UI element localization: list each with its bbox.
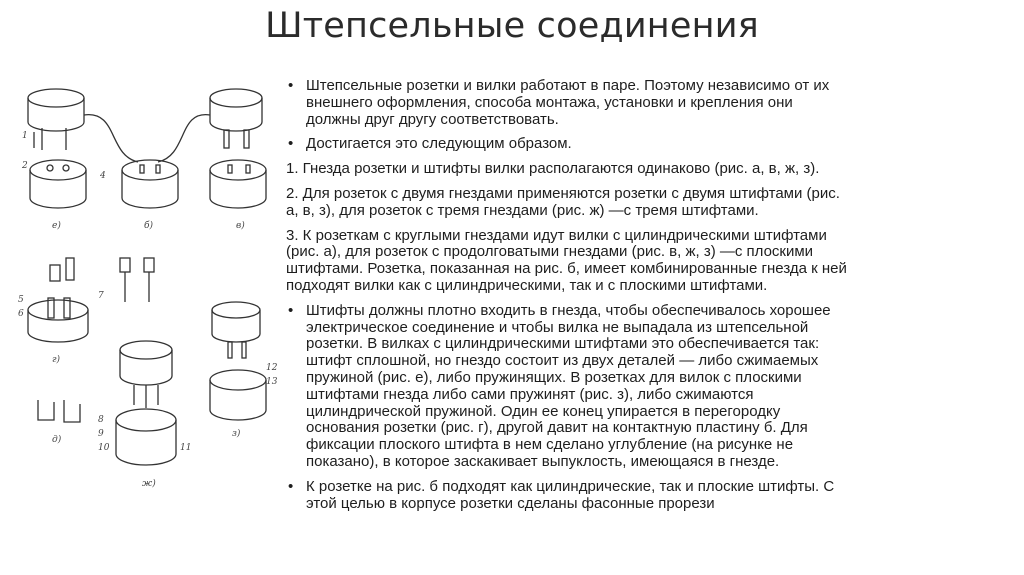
figure-caption-b: б) <box>144 221 154 231</box>
text-line: показано), в которое заскакивает выпуклость, имеющаяся в гнезде. <box>306 452 780 470</box>
text-line: 3. К розеткам с круглыми гнездами идут вилки с цилиндрическими штифтами <box>286 226 827 244</box>
bullet-marker: • <box>288 135 294 153</box>
text-line: Достигается это следующим образом. <box>306 135 572 153</box>
three-pin-set-drawing <box>116 341 176 465</box>
text-line: пружиной (рис. е), либо пружинящих. В розетках для вилок с плоскими <box>306 368 802 386</box>
figure-label-13: 13 <box>266 377 278 387</box>
paragraph-5 <box>286 228 992 295</box>
figure-label-11: 11 <box>180 443 192 453</box>
text-line: штифтами. Розетка, показанная на рис. б, имеет комбинированные гнезда к ней <box>286 260 847 278</box>
body-text <box>286 78 992 520</box>
figure-label-7: 7 <box>98 291 104 301</box>
figure-caption-v: в) <box>236 221 245 231</box>
text-line: 1. Гнезда розетки и штифты вилки располагаются одинаково (рис. а, в, ж, з). <box>286 160 820 178</box>
text-line: (рис. а), для розеток с продолговатыми гнездами (рис. в, ж, з) —с плоскими <box>286 243 814 261</box>
text-line: внешнего оформления, способа монтажа, установки и крепления они <box>306 93 793 111</box>
paragraph-6 <box>286 303 992 471</box>
text-line: розетки. В вилках с цилиндрическими штифтами это обеспечивается так: <box>306 335 820 353</box>
figure-label-6: 6 <box>18 309 24 319</box>
text-line: штифтами гнезда либо сами пружинят (рис. з), либо сжимаются <box>306 385 754 403</box>
bullet-marker: • <box>288 477 294 495</box>
figure-label-10: 10 <box>98 443 110 453</box>
text-line: а, в, з), для розеток с тремя гнездами (рис. ж) —с тремя штифтами. <box>286 201 759 219</box>
paragraph-4 <box>286 186 992 220</box>
paragraph-2 <box>286 136 992 153</box>
text-line: электрическое соединение и чтобы вилка не выпадала из штепсельной <box>306 318 809 336</box>
exploded-socket-drawing <box>28 258 88 342</box>
text-line: Штифты должны плотно входить в гнезда, чтобы обеспечивалось хорошее <box>306 301 831 319</box>
text-line: подходят вилки как с цилиндрическими, так и с плоскими штифтами. <box>286 276 768 294</box>
text-line: должны друг другу соответствовать. <box>306 110 559 128</box>
plug-top-left-drawing <box>28 89 84 150</box>
paragraph-1 <box>286 78 992 128</box>
socket-right-drawing <box>210 160 266 208</box>
illustration-svg <box>8 70 282 570</box>
slide-title: Штепсельные соединения <box>265 6 759 46</box>
text-line: фиксации плоского штифта в нем сделано углубление (на рисунке не <box>306 436 794 454</box>
pin-details-drawing <box>38 258 154 422</box>
bullet-marker: • <box>288 77 294 94</box>
figure-label-1: 1 <box>22 131 28 141</box>
figure-label-2: 2 <box>22 161 28 171</box>
text-line: цилиндрической пружиной. Один ее конец упирается в перегородку <box>306 402 781 420</box>
socket-left-drawing <box>30 160 86 208</box>
figure-label-12: 12 <box>266 363 278 373</box>
plug-socket-illustration <box>8 70 282 570</box>
text-line: штифт сплошной, но гнездо состоит из двух деталей — либо сжимаемых <box>306 352 819 370</box>
figure-caption-zh: ж) <box>142 479 156 489</box>
text-line: К розетке на рис. б подходят как цилиндрические, так и плоские штифты. С <box>306 477 835 495</box>
figure-caption-g: г) <box>52 355 61 365</box>
paragraph-3 <box>286 161 992 178</box>
figure-caption-a: е) <box>52 221 61 231</box>
socket-middle-drawing <box>122 160 178 208</box>
figure-caption-d: д) <box>52 435 62 445</box>
bullet-marker: • <box>288 301 294 319</box>
figure-label-4: 4 <box>100 171 106 181</box>
text-line: 2. Для розеток с двумя гнездами применяются розетки с двумя штифтами (рис. <box>286 184 840 202</box>
figure-label-8: 8 <box>98 415 104 425</box>
figure-label-9: 9 <box>98 429 104 439</box>
paragraph-7 <box>286 479 992 513</box>
plug-top-right-drawing <box>210 89 262 148</box>
text-line: этой целью в корпусе розетки сделаны фасонные прорези <box>306 494 715 512</box>
figure-caption-z: з) <box>232 429 241 439</box>
text-line: основания розетки (рис. г), другой давит на контактную пластину б. Для <box>306 419 808 437</box>
text-line: Штепсельные розетки и вилки работают в паре. Поэтому независимо от их <box>306 77 830 94</box>
figure-label-5: 5 <box>18 295 24 305</box>
flat-pin-set-drawing <box>210 302 266 420</box>
